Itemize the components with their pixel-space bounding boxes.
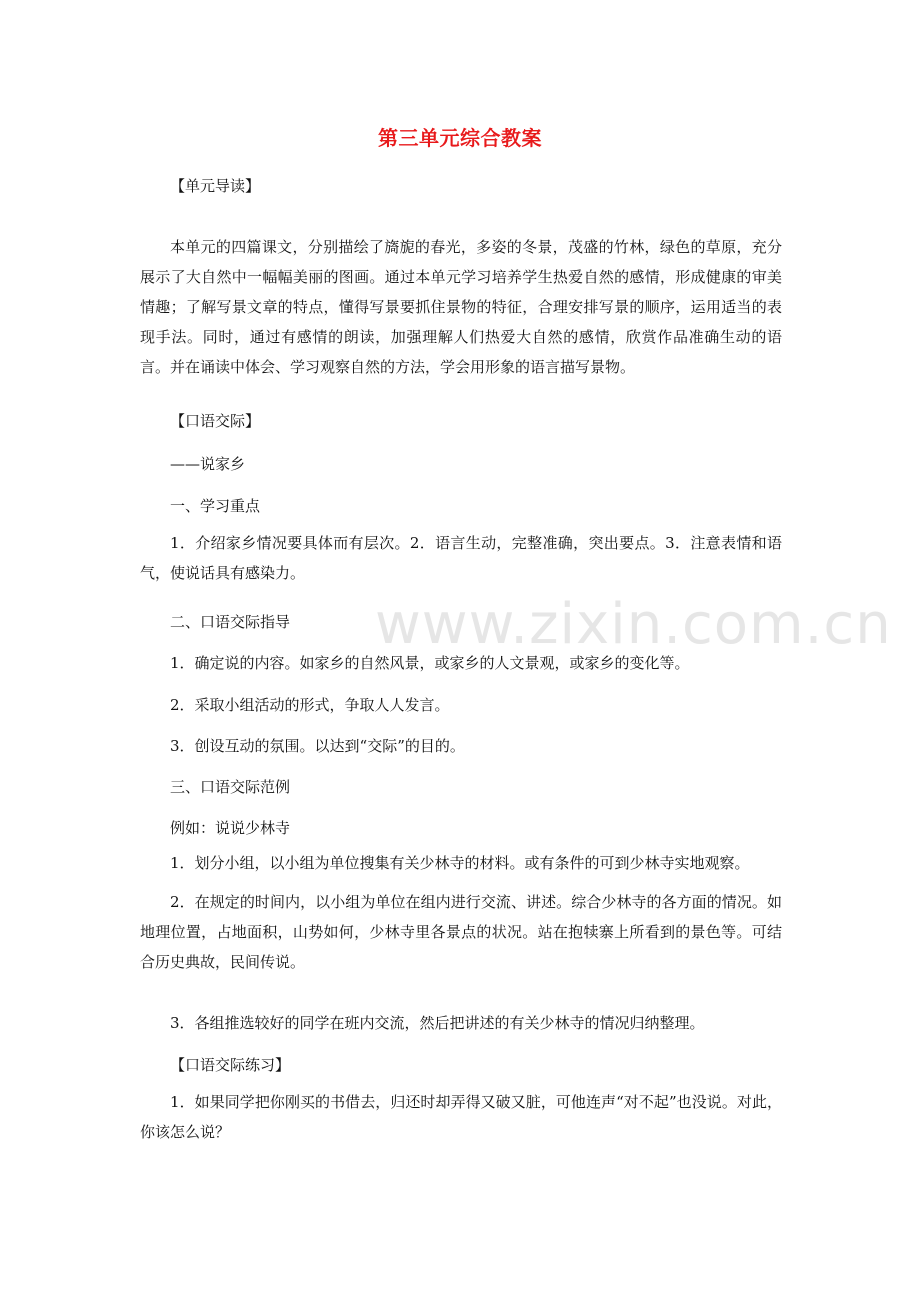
focus-paragraph: 1．介绍家乡情况要具体而有层次。2．语言生动，完整准确，突出要点。3．注意表情和语气，使说话具有感染力。 bbox=[140, 534, 782, 582]
practice-item-1: 1．如果同学把你刚买的书借去，归还时却弄得又破又脏，可他连声“对不起”也没说。对此，你该怎么说？ bbox=[140, 1093, 782, 1141]
example-intro: 例如：说说少林寺 bbox=[170, 819, 291, 837]
example-item-3: 3．各组推选较好的同学在班内交流，然后把讲述的有关少林寺的情况归纳整理。 bbox=[170, 1014, 705, 1032]
guide-item-1: 1．确定说的内容。如家乡的自然风景，或家乡的人文景观，或家乡的变化等。 bbox=[170, 654, 690, 672]
example-heading: 三、口语交际范例 bbox=[170, 778, 291, 796]
watermark: www.zixin.com.cn bbox=[375, 592, 892, 657]
practice-heading: 【口语交际练习】 bbox=[170, 1056, 291, 1074]
unit-intro-paragraph: 本单元的四篇课文，分别描绘了旖旎的春光，多姿的冬景，茂盛的竹林，绿色的草原，充分展示了大自然中一幅幅美丽的图画。通过本单元学习培养学生热爱自然的感情，形成健康的审美情趣；了解写景文章的特点，懂得写景要抓住景物的特征，合理安排写景的顺序，运用适当的表现手法。同时，通过有感情的朗读，加强理解人们热爱大自然的感情，欣赏作品准确生动的语言。并在诵读中体会、学习观察自然的方法，学会用形象的语言描写景物。 bbox=[140, 238, 782, 376]
guide-heading: 二、口语交际指导 bbox=[170, 613, 291, 631]
oral-subtitle: ——说家乡 bbox=[170, 455, 246, 473]
guide-item-2: 2．采取小组活动的形式，争取人人发言。 bbox=[170, 696, 450, 714]
unit-intro-heading: 【单元导读】 bbox=[170, 177, 261, 195]
example-item-2: 2．在规定的时间内，以小组为单位在组内进行交流、讲述。综合少林寺的各方面的情况。如地理位置，占地面积，山势如何，少林寺里各景点的状况。站在抱犊寨上所看到的景色等。可结合历史典故，民间传说。 bbox=[140, 893, 782, 971]
page-title: 第三单元综合教案 bbox=[378, 126, 542, 150]
example-item-1: 1．划分小组，以小组为单位搜集有关少林寺的材料。或有条件的可到少林寺实地观察。 bbox=[170, 854, 750, 872]
guide-item-3: 3．创设互动的氛围。以达到“交际”的目的。 bbox=[170, 737, 465, 755]
oral-heading: 【口语交际】 bbox=[170, 412, 261, 430]
focus-heading: 一、学习重点 bbox=[170, 497, 261, 515]
